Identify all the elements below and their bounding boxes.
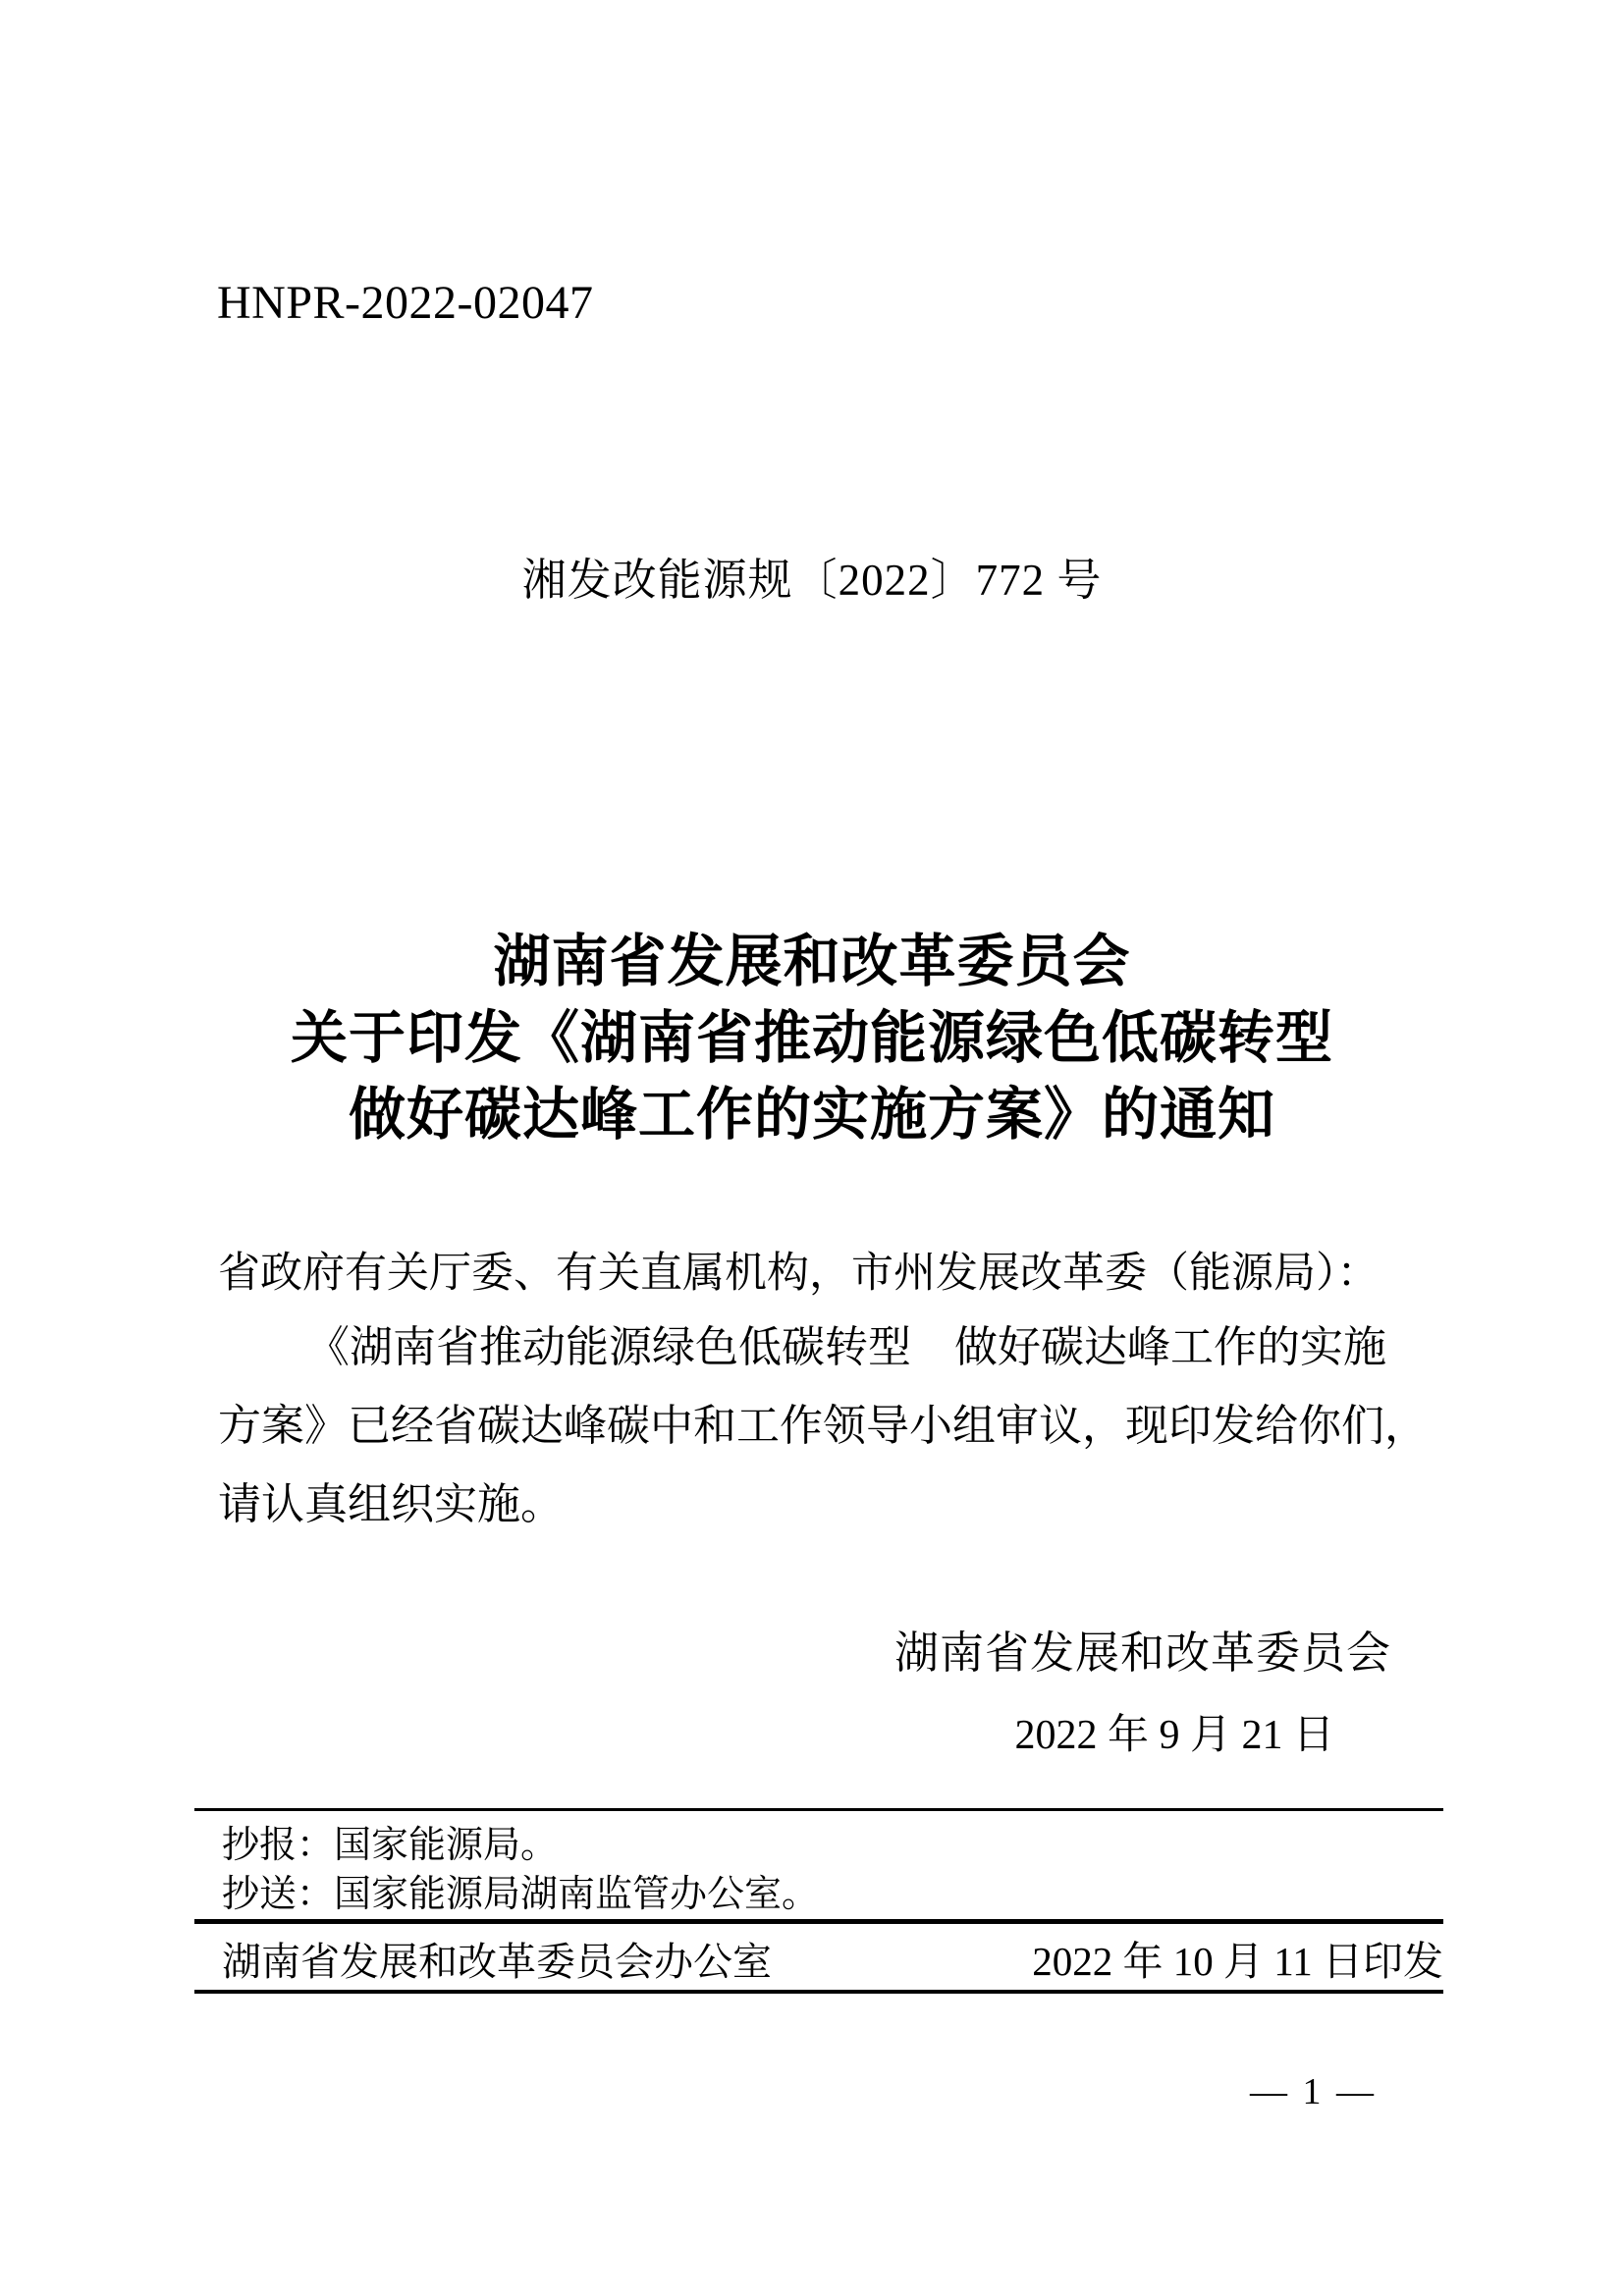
document-title-line-1: 湖南省发展和改革委员会 bbox=[493, 930, 1131, 993]
issuer-row bbox=[194, 1938, 1443, 1986]
salutation-line: 省政府有关厅委、有关直属机构，市州发展改革委（能源局）： bbox=[218, 1250, 1380, 1297]
document-title-line-2: 关于印发《湖南省推动能源绿色低碳转型 bbox=[290, 1006, 1333, 1070]
document-registration-code: HNPR-2022-02047 bbox=[217, 277, 594, 329]
signature-organization: 湖南省发展和改革委员会 bbox=[893, 1628, 1391, 1678]
cc-report-line: 抄报：国家能源局。 bbox=[222, 1825, 559, 1866]
document-title-line-3: 做好碳达峰工作的实施方案》的通知 bbox=[348, 1083, 1275, 1147]
issuing-office-name: 湖南省发展和改革委员会办公室 bbox=[222, 1941, 772, 1984]
body-paragraph-line-1: 《湖南省推动能源绿色低碳转型 做好碳达峰工作的实施 bbox=[306, 1323, 1386, 1371]
footer-divider-rule bbox=[194, 1990, 1443, 1994]
cc-send-line: 抄送：国家能源局湖南监管办公室。 bbox=[222, 1874, 820, 1915]
cc-section bbox=[194, 1808, 1443, 1924]
document-title bbox=[0, 924, 1624, 1153]
body-paragraph-line-3: 请认真组织实施。 bbox=[218, 1480, 564, 1528]
signature-date: 2022 年 9 月 21 日 bbox=[1014, 1713, 1334, 1758]
print-date: 2022 年 10 月 11 日印发 bbox=[1032, 1939, 1443, 1984]
body-paragraph-line-2: 方案》已经省碳达峰碳中和工作领导小组审议，现印发给你们， bbox=[218, 1402, 1428, 1450]
page-number: — 1 — bbox=[1250, 2071, 1374, 2112]
document-issue-number: 湘发改能源规〔2022〕772 号 bbox=[521, 556, 1103, 605]
